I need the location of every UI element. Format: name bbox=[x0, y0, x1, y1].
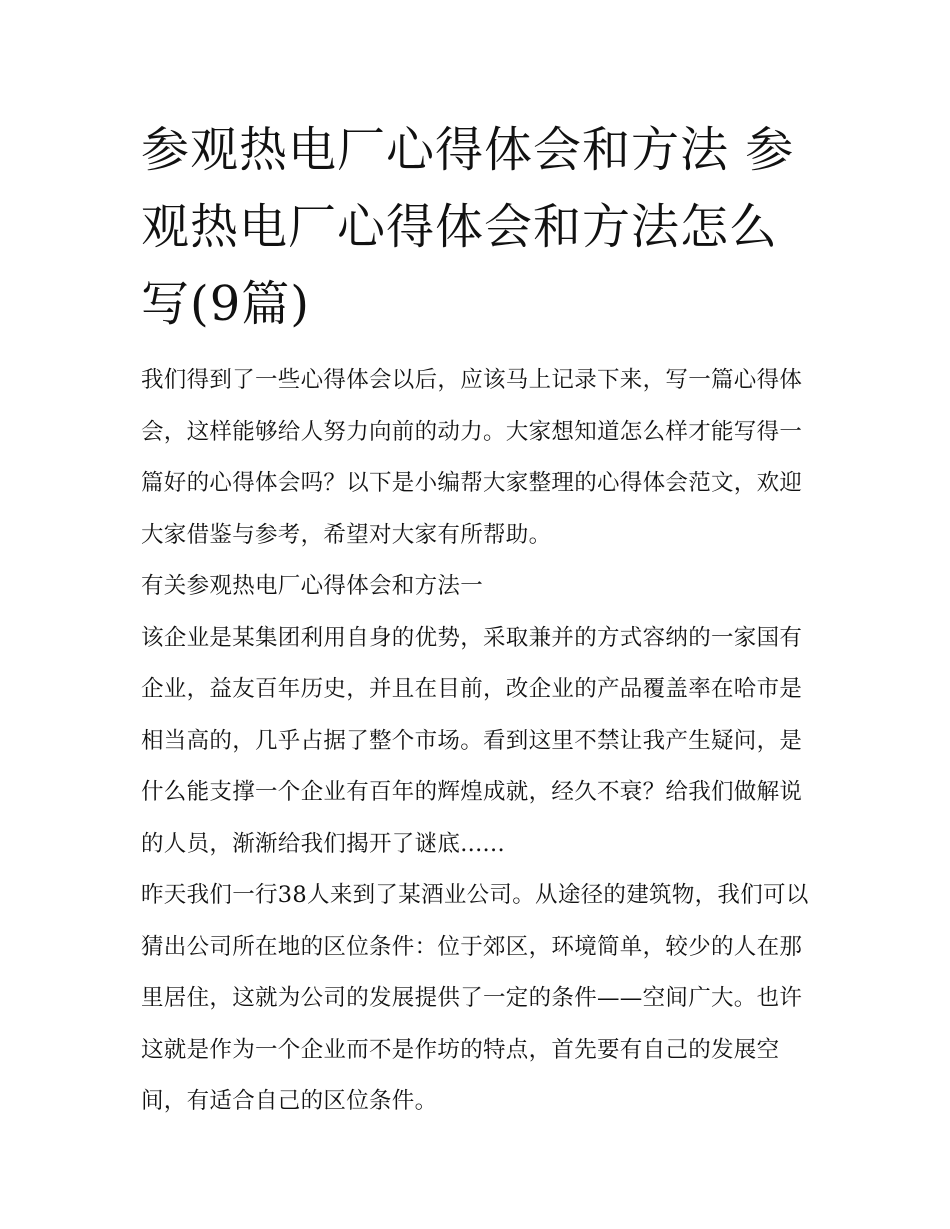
body-paragraph: 昨天我们一行38人来到了某酒业公司。从途径的建筑物，我们可以猜出公司所在地的区位条件：位于郊区，环境简单，较少的人在那里居住，这就为公司的发展提供了一定的条件——空间广大。也许这就是作为一个企业而不是作坊的特点，首先要有自己的发展空间，有适合自己的区位条件。 bbox=[141, 882, 809, 1114]
document-body bbox=[141, 355, 816, 1128]
section-heading: 有关参观热电厂心得体会和方法一 bbox=[141, 573, 484, 599]
body-paragraph: 该企业是某集团利用自身的优势，采取兼并的方式容纳的一家国有企业，益友百年历史，并且在目前，改企业的产品覆盖率在哈市是相当高的，几乎占据了整个市场。看到这里不禁让我产生疑问，是什么能支撑一个企业有百年的辉煌成就，经久不衰？给我们做解说的人员，渐渐给我们揭开了谜底...... bbox=[141, 624, 803, 857]
document-title: 参观热电厂心得体会和方法 参观热电厂心得体会和方法怎么写(9篇) bbox=[141, 122, 795, 332]
intro-paragraph: 我们得到了一些心得体会以后，应该马上记录下来，写一篇心得体会，这样能够给人努力向前的动力。大家想知道怎么样才能写得一篇好的心得体会吗？以下是小编帮大家整理的心得体会范文，欢迎大家借鉴与参考，希望对大家有所帮助。 bbox=[141, 367, 803, 548]
